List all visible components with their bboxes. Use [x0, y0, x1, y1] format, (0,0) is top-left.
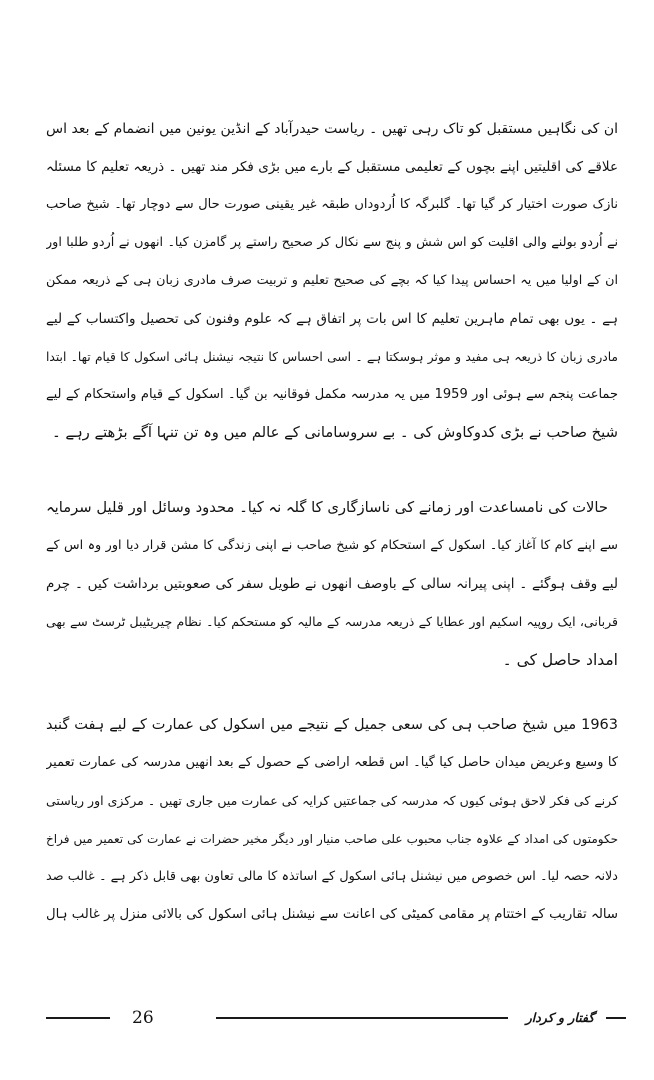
paragraph-line: حکومتوں کی امداد کے علاوہ جناب محبوب علی صاحب منیار اور دیگر مخیر حضرات نے عمارت کی تعمیر میں فراخ	[46, 832, 618, 846]
page-number: 26	[132, 1008, 154, 1028]
paragraph-line: لیے وقف ہوگئے ۔ اپنی پیرانہ سالی کے باوصف انھوں نے طویل سفر کی صعوبتیں برداشت کیں ۔ چرم	[46, 576, 618, 592]
running-title: گفتار و کردار	[525, 1010, 595, 1025]
paragraph-3	[46, 706, 618, 934]
paragraph-line: سالہ تقاریب کے اختتام پر مقامی کمیٹی کی اعانت سے نیشنل ہائی اسکول کی بالائی منزل پر غالب ہال	[46, 907, 618, 922]
paragraph-line: سے اپنے کام کا آغاز کیا۔ اسکول کے استحکام کو شیخ صاحب نے اپنی زندگی کا مشن قرار دیا اور وہ اس کے	[46, 538, 618, 553]
footer-rule-middle	[216, 1017, 508, 1019]
paragraph-line: 1963 میں شیخ صاحب ہی کی سعی جمیل کے نتیجے میں اسکول کی عمارت کے لیے ہفت گنبد	[46, 717, 618, 733]
paragraph-line: ان کے اولیا میں یہ احساس پیدا کیا کہ بچے کی صحیح تعلیم و تربیت صرف مادری زبان ہی کے ذریعہ ممکن	[46, 273, 618, 288]
paragraph-line: ہے ۔ یوں بھی تمام ماہرین تعلیم کا اس بات پر اتفاق ہے کہ علوم وفنون کی تحصیل واکتساب کے لیے	[46, 311, 618, 327]
paragraph-line: شیخ صاحب نے بڑی کدوکاوش کی ۔ بے سروسامانی کے عالم میں وہ تن تنہا آگے بڑھتے رہے ۔	[52, 424, 618, 441]
footer-rule-left	[46, 1017, 110, 1019]
paragraph-line: مادری زبان کا ذریعہ ہی مفید و موثر ہوسکتا ہے ۔ اسی احساس کا نتیجہ نیشنل ہائی اسکول کا قیام تھا۔ ابتدا	[46, 350, 618, 364]
paragraph-line: علاقے کی اقلیتیں اپنے بچوں کے تعلیمی مستقبل کے بارے میں بڑی فکر مند تھیں ۔ ذریعہ تعلیم کا مسئلہ	[46, 159, 618, 175]
paragraph-line: قربانی، ایک روپیہ اسکیم اور عطایا کے ذریعہ مدرسہ کے مالیہ کو مستحکم کیا۔ نظام چیریٹیبل ٹرسٹ سے بھی	[46, 614, 618, 629]
paragraph-line: جماعت پنجم سے ہوئی اور 1959 میں یہ مدرسہ مکمل فوقانیہ بن گیا۔ اسکول کے قیام واستحکام کے لیے	[46, 387, 618, 402]
paragraph-line: کرنے کی فکر لاحق ہوئی کیوں کہ مدرسہ کی جماعتیں کرایہ کی عمارت میں جاری تھیں ۔ مرکزی اور ریاستی	[46, 793, 618, 808]
paragraph-2	[46, 489, 618, 679]
paragraph-line: کا وسیع وعریض میدان حاصل کیا گیا۔ اس قطعہ اراضی کے حصول کے بعد انھیں مدرسہ کی عمارت تعمیر	[46, 755, 618, 770]
paragraph-line: حالات کی نامساعدت اور زمانے کی ناسازگاری کا گلہ نہ کیا۔ محدود وسائل اور قلیل سرمایہ	[46, 499, 608, 516]
paragraph-line: نے اُردو بولنے والی اقلیت کو اس شش و پنج سے نکال کر صحیح راستے پر گامزن کیا۔ انھوں نے اُردو طلبا اور	[46, 235, 618, 250]
paragraph-line: نازک صورت اختیار کر گیا تھا۔ گلبرگہ کا اُردوداں طبقہ غیر یقینی صورت حال سے دوچار تھا۔ شیخ صاحب	[46, 197, 618, 212]
paragraph-line: ان کی نگاہیں مستقبل کو تاک رہی تھیں ۔ ریاست حیدرآباد کے انڈین یونین میں انضمام کے بعد اس	[46, 121, 618, 137]
footer-rule-right	[606, 1017, 626, 1019]
paragraph-1	[46, 110, 618, 452]
page-footer	[46, 1004, 626, 1032]
paragraph-line: دلانہ حصہ لیا۔ اس خصوص میں نیشنل ہائی اسکول کے اساتذہ کا مالی تعاون بھی قابل ذکر ہے ۔ غالب صد	[46, 869, 618, 884]
paragraph-line: امداد حاصل کی ۔	[502, 651, 618, 669]
